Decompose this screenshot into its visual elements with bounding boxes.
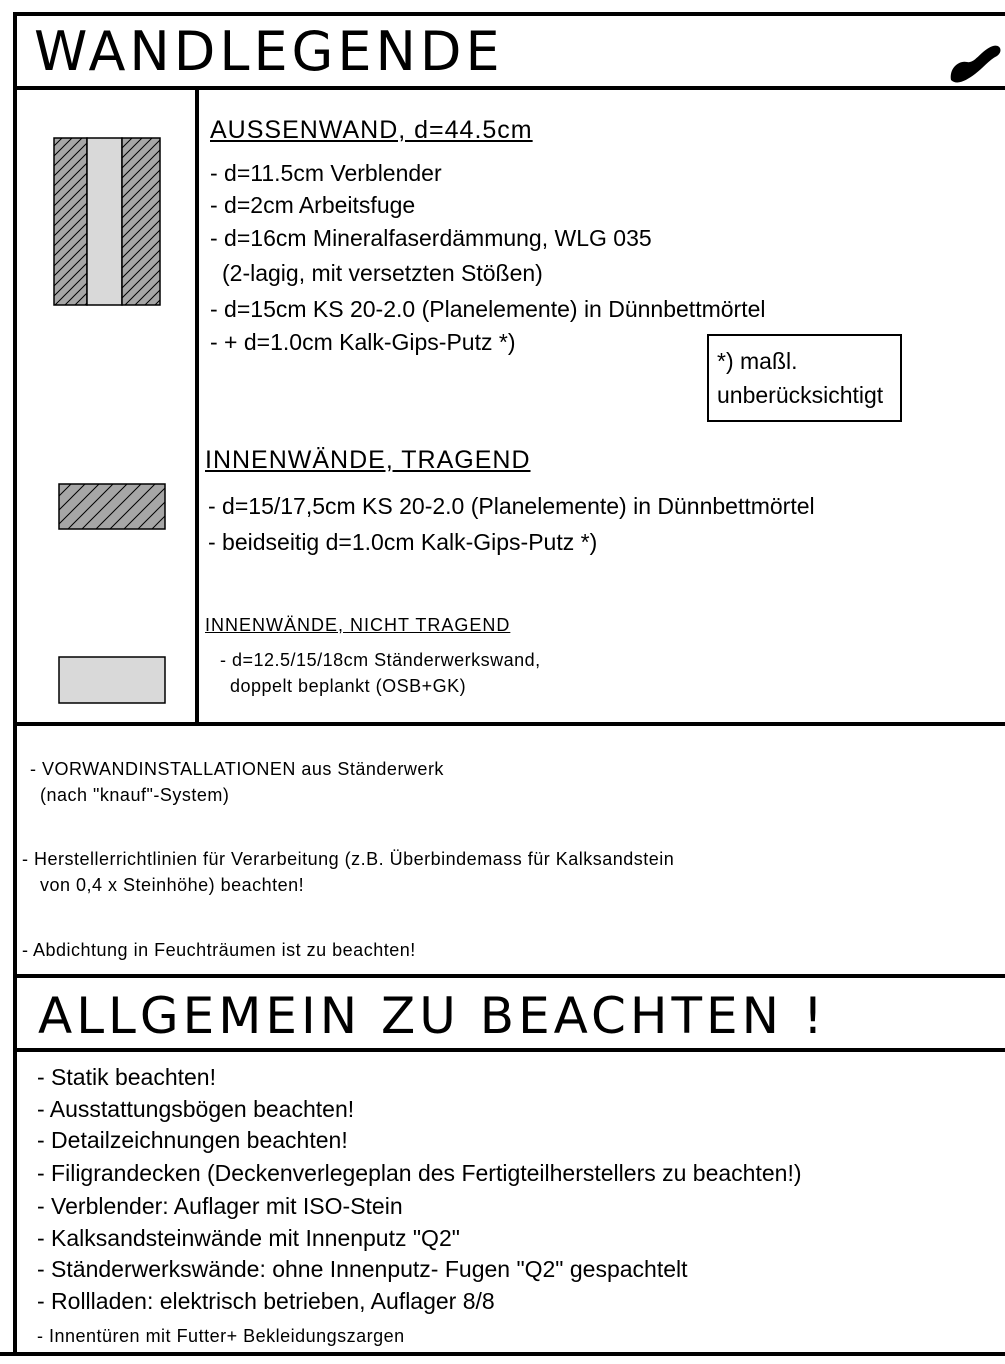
note-text: - Abdichtung in Feuchträumen ist zu beachten! [22, 940, 416, 960]
allgemein-item: - Rollladen: elektrisch betrieben, Auflager 8/8 [37, 1288, 495, 1314]
innenwand-nicht-tragend-sample-icon [58, 656, 168, 706]
note-line: unberücksichtigt [717, 382, 884, 408]
aussenwand-heading: AUSSENWAND, d=44.5cm [210, 116, 533, 144]
legend-bottom-divider [13, 722, 1005, 726]
aussenwand-item: - d=16cm Mineralfaserdämmung, WLG 035 [210, 225, 652, 251]
frame-left-line [13, 12, 17, 1356]
innen-tragend-heading: INNENWÄNDE, TRAGEND [205, 446, 531, 474]
note-line: *) maßl. [717, 348, 798, 374]
allgemein-item: - Innentüren mit Futter+ Bekleidungszargen [37, 1326, 405, 1346]
aussenwand-sample-icon [53, 137, 163, 307]
frame-top-line [13, 12, 1005, 16]
innen-tragend-item: - d=15/17,5cm KS 20-2.0 (Planelemente) in Dünnbettmörtel [208, 493, 815, 519]
aussenwand-item: - d=11.5cm Verblender [210, 160, 442, 186]
innen-nicht-tragend-item: - d=12.5/15/18cm Ständerwerkswand, [220, 650, 541, 670]
legend-column-divider [195, 90, 199, 725]
innen-tragend-item: - beidseitig d=1.0cm Kalk-Gips-Putz *) [208, 529, 598, 555]
note-text: von 0,4 x Steinhöhe) beachten! [40, 875, 305, 895]
aussenwand-item: (2-lagig, mit versetzten Stößen) [222, 260, 543, 286]
allgemein-item: - Ausstattungsbögen beachten! [37, 1096, 355, 1122]
allgemein-item: - Filigrandecken (Deckenverlegeplan des Fertigteilherstellers zu beachten!) [37, 1160, 802, 1186]
note-text: (nach "knauf"-System) [40, 785, 230, 805]
allgemein-item: - Ständerwerkswände: ohne Innenputz- Fugen "Q2" gespachtelt [37, 1256, 688, 1282]
massl-note-box [707, 334, 902, 422]
allgemein-title: ALLGEMEIN ZU BEACHTEN ! [38, 987, 827, 1045]
frame-bottom-line [0, 1352, 1005, 1356]
allgemein-item: - Kalksandsteinwände mit Innenputz "Q2" [37, 1225, 460, 1251]
aussenwand-item: - d=2cm Arbeitsfuge [210, 192, 416, 218]
innenwand-tragend-sample-icon [58, 483, 168, 531]
page-title: WANDLEGENDE [34, 20, 504, 83]
note-text: - Herstellerrichtlinien für Verarbeitung (z.B. Überbindemass für Kalksandstein [22, 849, 675, 869]
allgemein-divider [13, 1048, 1005, 1052]
note-text: - VORWANDINSTALLATIONEN aus Ständerwerk [30, 759, 444, 779]
header-divider [13, 86, 1005, 90]
innen-nicht-tragend-item: doppelt beplankt (OSB+GK) [230, 676, 467, 696]
notes-bottom-divider [13, 974, 1005, 978]
allgemein-item: - Statik beachten! [37, 1064, 216, 1090]
signature-mark-icon [945, 38, 1005, 90]
innen-nicht-tragend-heading: INNENWÄNDE, NICHT TRAGEND [205, 615, 511, 635]
allgemein-item: - Verblender: Auflager mit ISO-Stein [37, 1193, 403, 1219]
allgemein-item: - Detailzeichnungen beachten! [37, 1127, 348, 1153]
aussenwand-item: - + d=1.0cm Kalk-Gips-Putz *) [210, 329, 516, 355]
aussenwand-item: - d=15cm KS 20-2.0 (Planelemente) in Dünnbettmörtel [210, 296, 766, 322]
